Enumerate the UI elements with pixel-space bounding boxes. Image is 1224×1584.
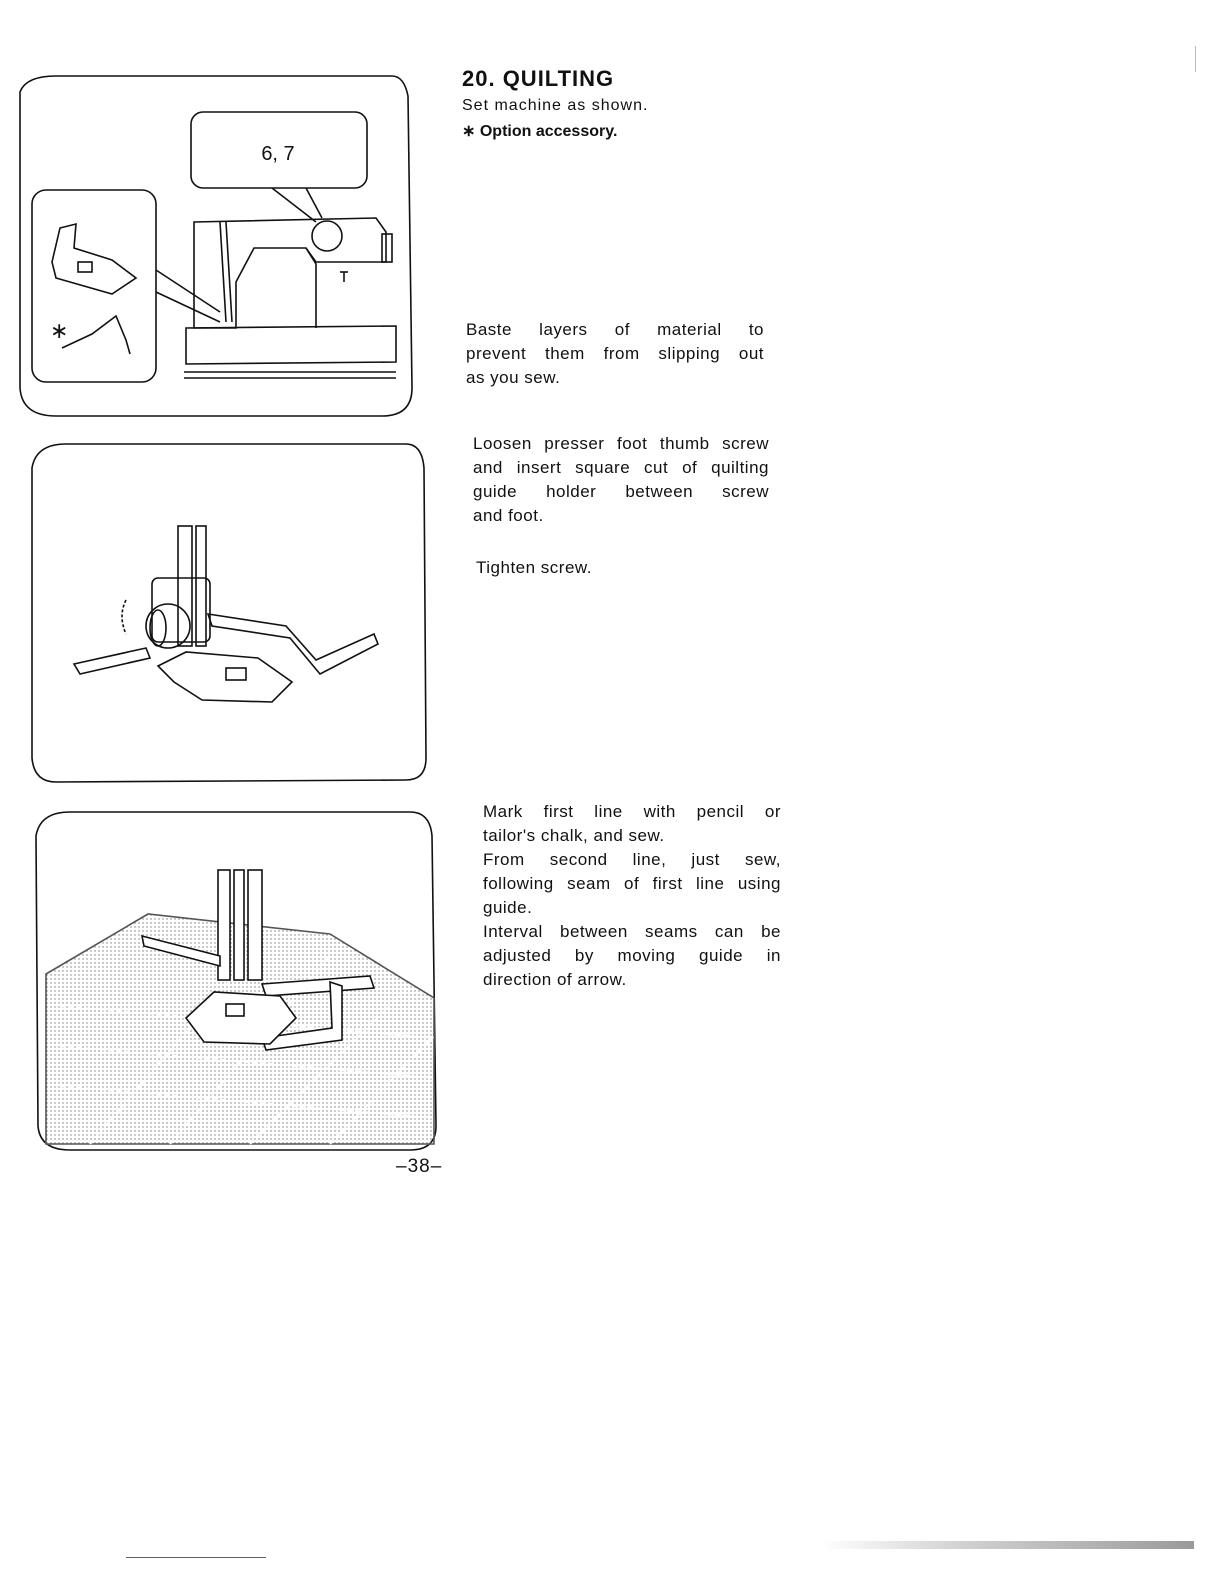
tighten-paragraph bbox=[476, 556, 772, 580]
scan-edge-mark bbox=[1195, 46, 1196, 72]
text-line: Tighten screw. bbox=[476, 558, 592, 577]
scan-artifact-bar bbox=[820, 1541, 1194, 1549]
scan-artifact-line bbox=[126, 1557, 266, 1558]
option-accessory-note: ∗ Option accessory. bbox=[462, 123, 618, 140]
baste-paragraph bbox=[466, 318, 764, 390]
text-line: From second line, just sew, bbox=[483, 850, 781, 869]
text-line: tailor's chalk, and sew. bbox=[483, 826, 665, 845]
page-number: –38– bbox=[396, 1156, 443, 1177]
section-heading: 20. QUILTING bbox=[462, 66, 615, 91]
text-line: and foot. bbox=[473, 506, 544, 525]
text-line: Interval between seams can be bbox=[483, 922, 781, 941]
text-line: and insert square cut of quilting bbox=[473, 458, 769, 477]
figure-machine-setup bbox=[16, 72, 416, 422]
setup-instruction: Set machine as shown. bbox=[462, 97, 649, 114]
figure-insert-guide bbox=[26, 438, 430, 788]
text-line: following seam of first line using bbox=[483, 874, 781, 893]
text-line: direction of arrow. bbox=[483, 970, 627, 989]
text-line: guide holder between screw bbox=[473, 482, 769, 501]
callout-label: 6, 7 bbox=[261, 143, 295, 165]
text-line: Loosen presser foot thumb screw bbox=[473, 434, 769, 453]
text-line: adjusted by moving guide in bbox=[483, 946, 781, 965]
accessory-mark: ∗ bbox=[50, 318, 69, 343]
mark-paragraph bbox=[483, 800, 781, 992]
text-line: Mark first line with pencil or bbox=[483, 802, 781, 821]
text-line: as you sew. bbox=[466, 368, 561, 387]
loosen-paragraph bbox=[473, 432, 769, 528]
text-line: prevent them from slipping out bbox=[466, 344, 764, 363]
figure-quilting-fabric bbox=[30, 806, 440, 1156]
text-line: Baste layers of material to bbox=[466, 320, 764, 339]
text-line: guide. bbox=[483, 898, 533, 917]
